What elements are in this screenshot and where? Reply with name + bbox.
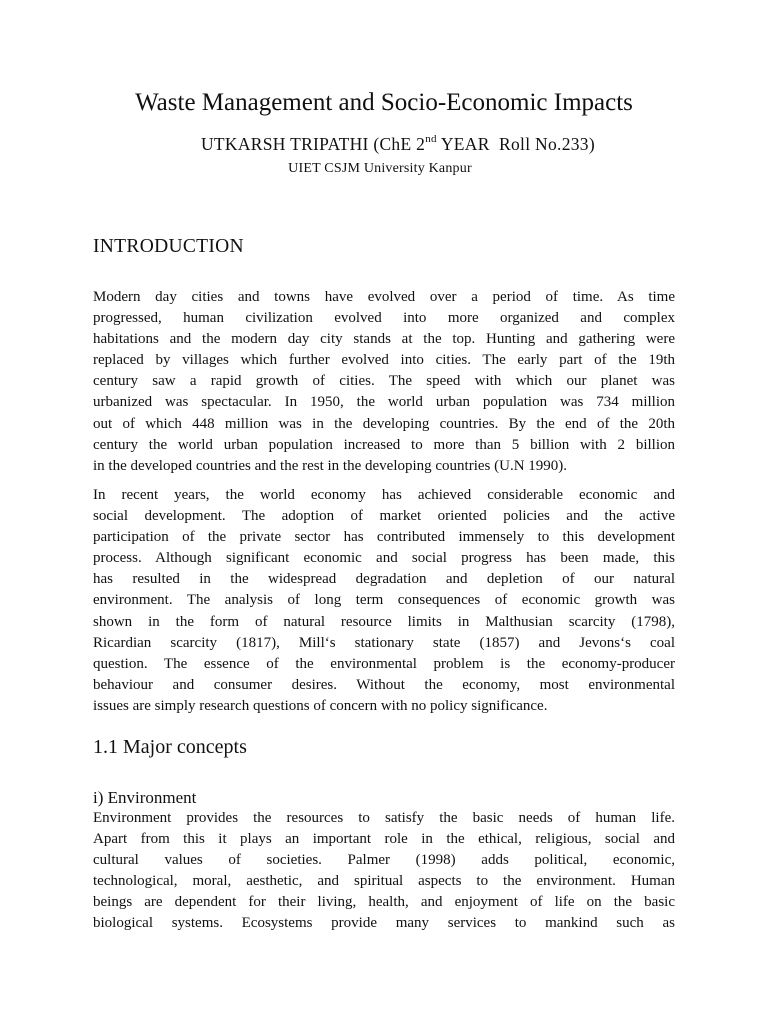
introduction-paragraph-1 bbox=[93, 287, 675, 477]
paragraph-line: Ricardian scarcity (1817), Mill‘s stationary state (1857) and Jevons‘s coal bbox=[93, 634, 675, 651]
paragraph-line: has resulted in the widespread degradation and depletion of our natural bbox=[93, 571, 675, 588]
section-heading-major-concepts: 1.1 Major concepts bbox=[93, 736, 247, 758]
paragraph-line: in the developed countries and the rest in the developing countries (U.N 1990). bbox=[93, 457, 568, 474]
paragraph-line: process. Although significant economic and social progress has been made, this bbox=[93, 550, 675, 567]
paragraph-line: environment. The analysis of long term consequences of economic growth was bbox=[93, 592, 675, 609]
paragraph-line: century the world urban population increased to more than 5 billion with 2 billion bbox=[93, 436, 675, 453]
paragraph-line: Modern day cities and towns have evolved over a period of time. As time bbox=[93, 289, 675, 305]
paragraph-line: habitations and the modern day city stands at the top. Hunting and gathering were bbox=[93, 331, 675, 348]
paragraph-line: question. The essence of the environmental problem is the economy-producer bbox=[93, 655, 675, 672]
paragraph-line: technological, moral, aesthetic, and spiritual aspects to the environment. Human bbox=[93, 873, 675, 890]
paragraph-line: behaviour and consumer desires. Without the economy, most environmental bbox=[93, 676, 675, 693]
introduction-heading: INTRODUCTION bbox=[93, 236, 244, 257]
environment-paragraph bbox=[93, 808, 675, 935]
paragraph-line: replaced by villages which further evolved into cities. The early part of the 19th bbox=[93, 352, 675, 369]
paragraph-line: progressed, human civilization evolved into more organized and complex bbox=[93, 310, 675, 327]
paper-title: Waste Management and Socio-Economic Impacts bbox=[135, 89, 633, 116]
paragraph-line: beings are dependent for their living, health, and enjoyment of life on the basic bbox=[93, 894, 675, 911]
affiliation: UIET CSJM University Kanpur bbox=[288, 161, 472, 176]
paragraph-line: out of which 448 million was in the developing countries. By the end of the 20th bbox=[93, 415, 675, 432]
paragraph-line: Apart from this it plays an important role in the ethical, religious, social and bbox=[93, 831, 675, 848]
introduction-paragraph-2 bbox=[93, 485, 675, 717]
author-superscript: nd bbox=[425, 133, 437, 146]
paragraph-line: issues are simply research questions of concern with no policy significance. bbox=[93, 697, 548, 714]
paragraph-line: urbanized was spectacular. In 1950, the world urban population was 734 million bbox=[93, 394, 675, 411]
author-line bbox=[0, 132, 768, 156]
paragraph-line: social development. The adoption of market oriented policies and the active bbox=[93, 508, 675, 525]
subsection-heading-environment: i) Environment bbox=[93, 788, 197, 807]
author-name-suffix: YEAR Roll No.233) bbox=[436, 134, 595, 154]
author-name-prefix: UTKARSH TRIPATHI (ChE 2 bbox=[200, 134, 426, 154]
paragraph-line: shown in the form of natural resource limits in Malthusian scarcity (1798), bbox=[93, 613, 675, 630]
paragraph-line: biological systems. Ecosystems provide many services to mankind such as bbox=[93, 915, 675, 932]
paragraph-line: century saw a rapid growth of cities. The speed with which our planet was bbox=[93, 373, 675, 390]
paragraph-line: In recent years, the world economy has achieved considerable economic and bbox=[93, 487, 675, 503]
paragraph-line: cultural values of societies. Palmer (1998) adds political, economic, bbox=[93, 852, 675, 869]
paragraph-line: Environment provides the resources to satisfy the basic needs of human life. bbox=[93, 810, 675, 826]
paragraph-line: participation of the private sector has contributed immensely to this development bbox=[93, 529, 675, 546]
